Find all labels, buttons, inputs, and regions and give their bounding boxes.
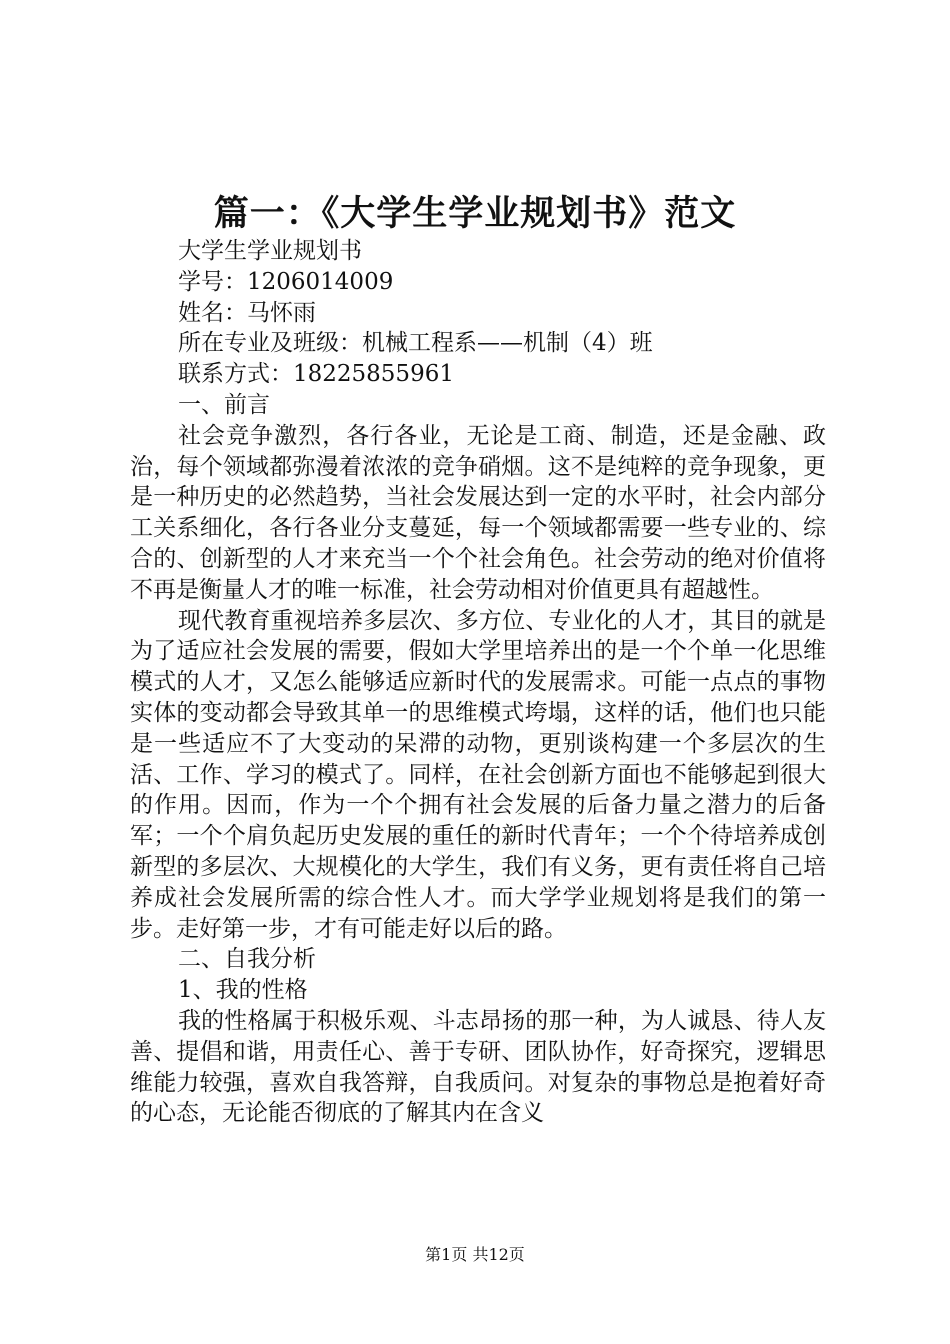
section-heading-self-analysis: 二、自我分析 (178, 946, 316, 973)
paragraph-heading: 大学生学业规划书 (178, 238, 362, 264)
section-heading-preface: 一、前言 (178, 391, 270, 418)
paragraph-preface-2: 现代教育重视培养多层次、多方位、专业化的人才，其目的就是为了适应社会发展的需要，假如大学里培养出的是一个个单一化思维模式的人才，又怎么能够适应新时代的发展需求。可能一点点的事物实体的变动都会导致其单一的思维模式垮塌，这样的话，他们也只能是一些适应不了大变动的呆滞的动物，更别谈构建一个多层次的生活、工作、学习的模式了。同样，在社会创新方面也不能够起到很大的作用。因而，作为一个个拥有社会发展的后备力量之潜力的后备军；一个个肩负起历史发展的重任的新时代青年；一个个待培养成创新型的多层次、大规模化的大学生，我们有义务，更有责任将自己培养成社会发展所需的综合性人才。而大学学业规划将是我们的第一步。走好第一步，才有可能走好以后的路。 (130, 607, 826, 942)
document-body (130, 236, 826, 1129)
paragraph-major-class: 所在专业及班级：机械工程系——机制（4）班 (178, 330, 653, 357)
paragraph-contact: 联系方式：18225855961 (178, 361, 454, 388)
page-number-footer: 第1页 共12页 (425, 1245, 525, 1264)
paragraph-name: 姓名：马怀雨 (178, 299, 316, 326)
paragraph-personality: 我的性格属于积极乐观、斗志昂扬的那一种，为人诚恳、待人友善、提倡和谐，用责任心、善于专研、团队协作，好奇探究，逻辑思维能力较强，喜欢自我答辩，自我质问。对复杂的事物总是抱着好奇的心态，无论能否彻底的了解其内在含义 (130, 1007, 826, 1127)
subsection-heading-personality: 1、我的性格 (178, 977, 308, 1004)
paragraph-student-id: 学号：1206014009 (178, 268, 394, 295)
document-title: 篇一：《大学生学业规划书》范文 (213, 193, 737, 234)
paragraph-preface-1: 社会竞争激烈，各行各业，无论是工商、制造，还是金融、政治，每个领域都弥漫着浓浓的竞争硝烟。这不是纯粹的竞争现象，更是一种历史的必然趋势，当社会发展达到一定的水平时，社会内部分工关系细化，各行各业分支蔓延，每一个领域都需要一些专业的、综合的、创新型的人才来充当一个个社会角色。社会劳动的绝对价值将不再是衡量人才的唯一标准，社会劳动相对价值更具有超越性。 (130, 422, 826, 603)
